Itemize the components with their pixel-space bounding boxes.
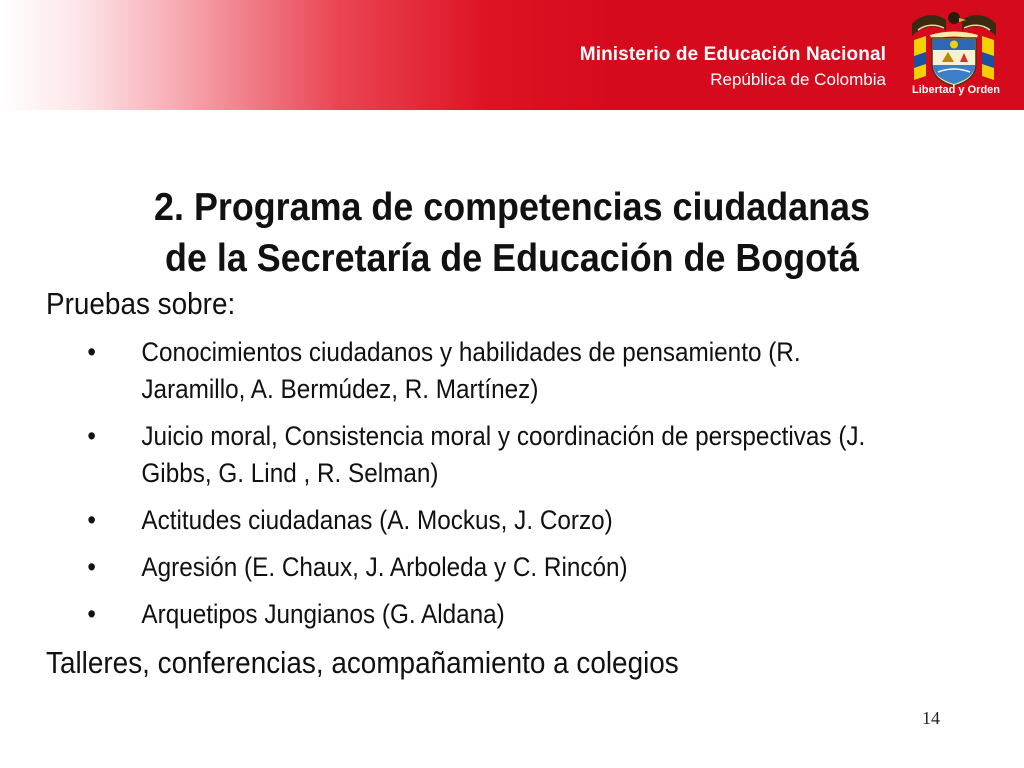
closing-text: Talleres, conferencias, acompañamiento a colegios — [46, 645, 679, 680]
bullet-dot-icon: • — [87, 599, 96, 629]
bullet-dot-icon: • — [87, 505, 96, 535]
bullet-dot-icon: • — [87, 337, 96, 367]
header-banner — [0, 0, 1024, 110]
list-item — [46, 418, 1024, 492]
bullet-text-line-2: Gibbs, G. Lind , R. Selman) — [141, 458, 439, 488]
bullet-dot-icon: • — [87, 552, 96, 582]
list-item — [46, 596, 1024, 633]
page-number: 14 — [922, 708, 940, 728]
lead-text: Pruebas sobre: — [46, 286, 236, 321]
slide-title-line-2: de la Secretaría de Educación de Bogotá — [165, 237, 859, 281]
list-item — [46, 334, 1024, 408]
bullet-text: Actitudes ciudadanas (A. Mockus, J. Corzo) — [141, 505, 613, 535]
bullet-text: Agresión (E. Chaux, J. Arboleda y C. Rincón) — [141, 552, 628, 582]
motto-text: Libertad y Orden — [911, 84, 1001, 96]
slide-title-line-1: 2. Programa de competencias ciudadanas — [154, 186, 870, 230]
slide-title — [96, 182, 928, 284]
list-item — [46, 502, 1024, 539]
bullet-text-line-2: Jaramillo, A. Bermúdez, R. Martínez) — [141, 374, 539, 404]
list-item — [46, 549, 1024, 586]
country-name: República de Colombia — [710, 69, 886, 89]
slide-body — [46, 284, 892, 714]
bullet-list — [46, 334, 892, 633]
ministry-branding — [580, 44, 886, 90]
bullet-text-line-1: Conocimientos ciudadanos y habilidades de pensamiento (R. — [141, 337, 801, 367]
bullet-dot-icon: • — [87, 421, 96, 451]
ministry-name: Ministerio de Educación Nacional — [579, 44, 886, 65]
bullet-text: Arquetipos Jungianos (G. Aldana) — [141, 599, 505, 629]
bullet-text-line-1: Juicio moral, Consistencia moral y coordinación de perspectivas (J. — [141, 421, 866, 451]
